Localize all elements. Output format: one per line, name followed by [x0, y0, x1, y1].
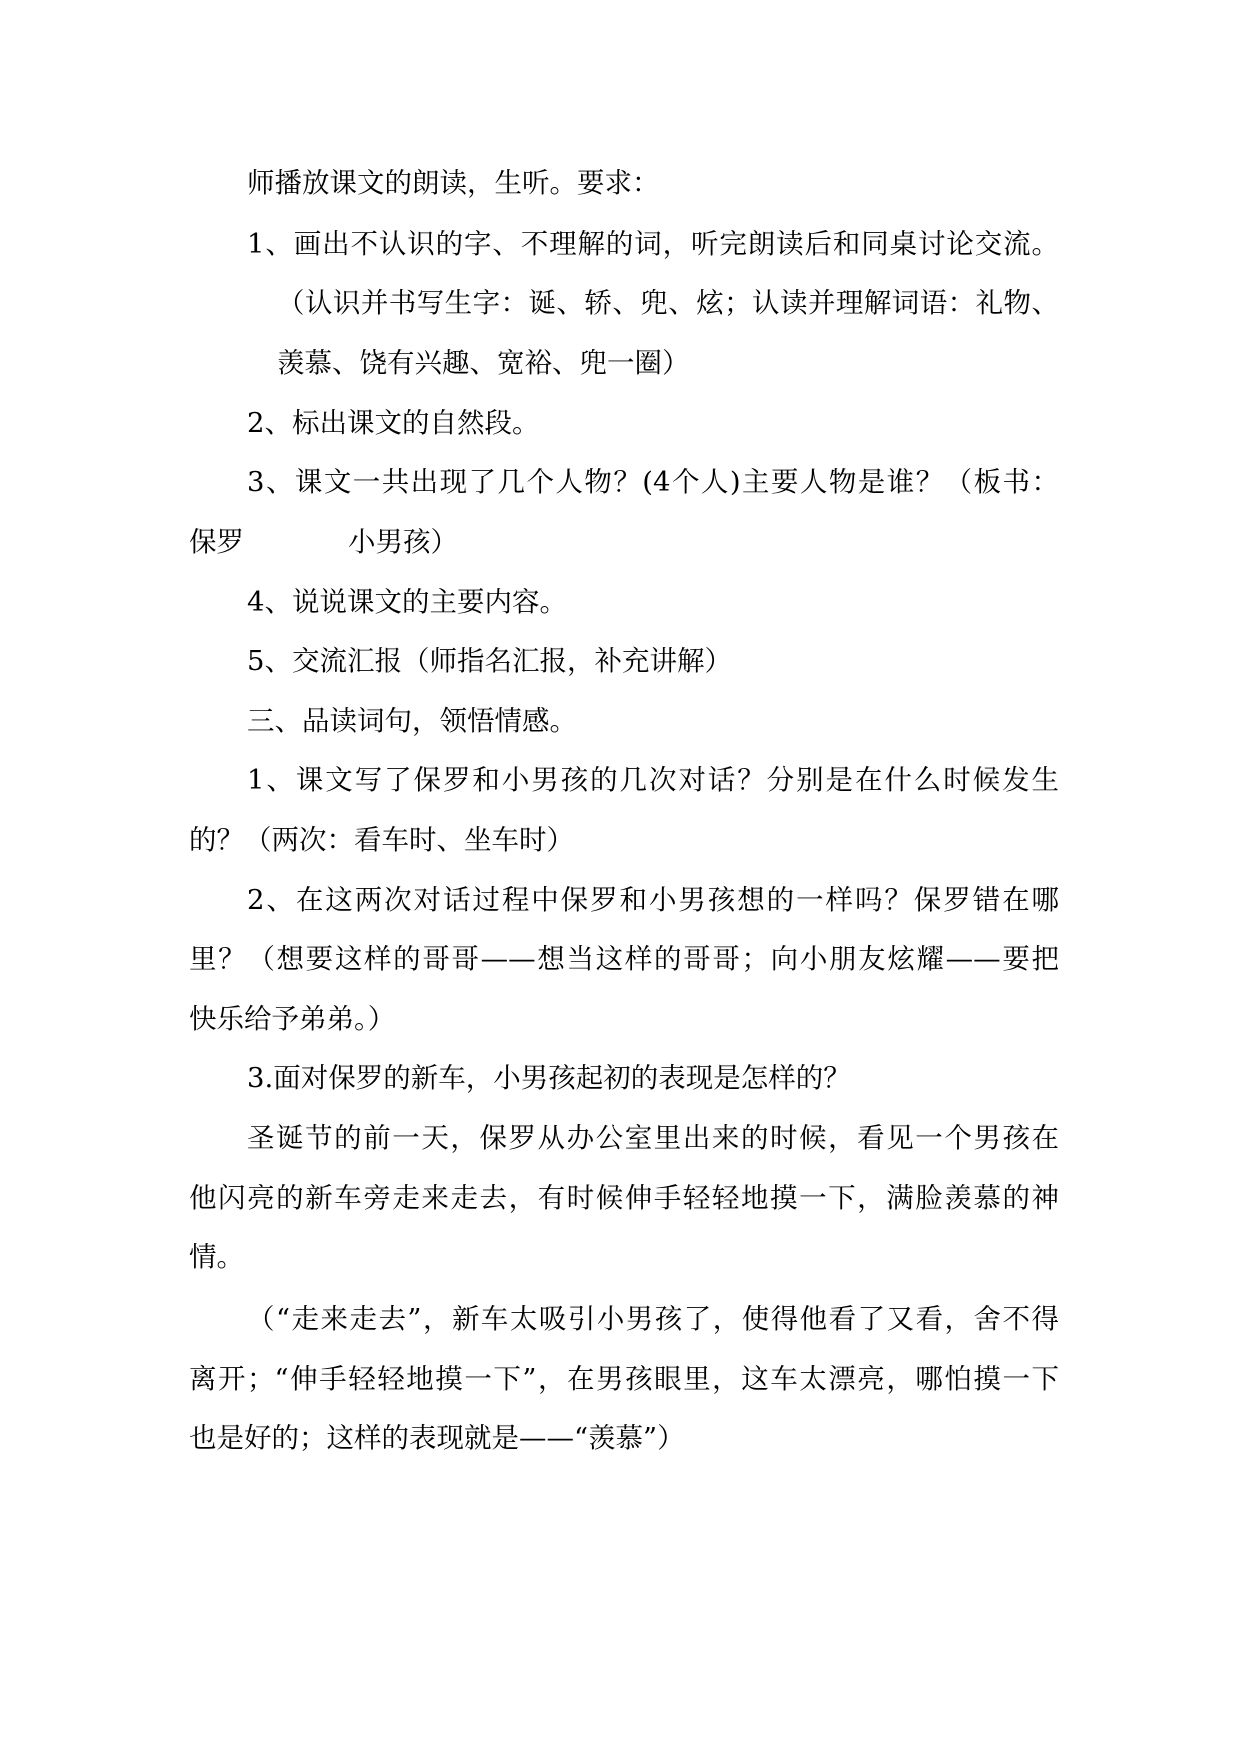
text-line-11: 1、课文写了保罗和小男孩的几次对话？分别是在什么时候发生: [247, 764, 1059, 796]
text-line-2: 1、画出不认识的字、不理解的词，听完朗读后和同桌讨论交流。: [247, 228, 1059, 260]
text-line-17: 圣诞节的前一天，保罗从办公室里出来的时候，看见一个男孩在: [247, 1122, 1059, 1154]
text-line-1: 师播放课文的朗读，生听。要求：: [247, 167, 660, 199]
text-line-16: 3.面对保罗的新车，小男孩起初的表现是怎样的？: [247, 1062, 851, 1094]
text-line-8: 4、说说课文的主要内容。: [247, 586, 567, 618]
text-line-22: 也是好的；这样的表现就是——“羡慕”）: [189, 1422, 685, 1454]
text-line-21: 离开；“伸手轻轻地摸一下”，在男孩眼里，这车太漂亮，哪怕摸一下: [189, 1363, 1059, 1395]
text-line-4: 羡慕、饶有兴趣、宽裕、兜一圈）: [277, 347, 690, 379]
text-line-5: 2、标出课文的自然段。: [247, 407, 540, 439]
text-line-19: 情。: [189, 1241, 244, 1273]
text-line-13: 2、在这两次对话过程中保罗和小男孩想的一样吗？保罗错在哪: [247, 884, 1059, 916]
text-line-20: （“走来走去”，新车太吸引小男孩了，使得他看了又看，舍不得: [247, 1303, 1059, 1335]
text-line-3: （认识并书写生字：诞、轿、兜、炫；认读并理解词语：礼物、: [277, 287, 1059, 319]
board-word-boy: 小男孩）: [348, 526, 458, 558]
text-line-18: 他闪亮的新车旁走来走去，有时候伸手轻轻地摸一下，满脸羡慕的神: [189, 1182, 1059, 1214]
text-line-15: 快乐给予弟弟。）: [189, 1003, 396, 1035]
text-line-10: 三、品读词句，领悟情感。: [247, 705, 577, 737]
text-line-6: 3、课文一共出现了几个人物？(4个人)主要人物是谁？（板书：: [247, 466, 1059, 498]
text-line-9: 5、交流汇报（师指名汇报，补充讲解）: [247, 645, 732, 677]
text-line-12: 的？（两次：看车时、坐车时）: [189, 824, 574, 856]
text-line-14: 里？（想要这样的哥哥——想当这样的哥哥；向小朋友炫耀——要把: [189, 943, 1059, 975]
board-word-paul: 保罗: [189, 526, 244, 558]
text-line-7: [189, 519, 1059, 565]
